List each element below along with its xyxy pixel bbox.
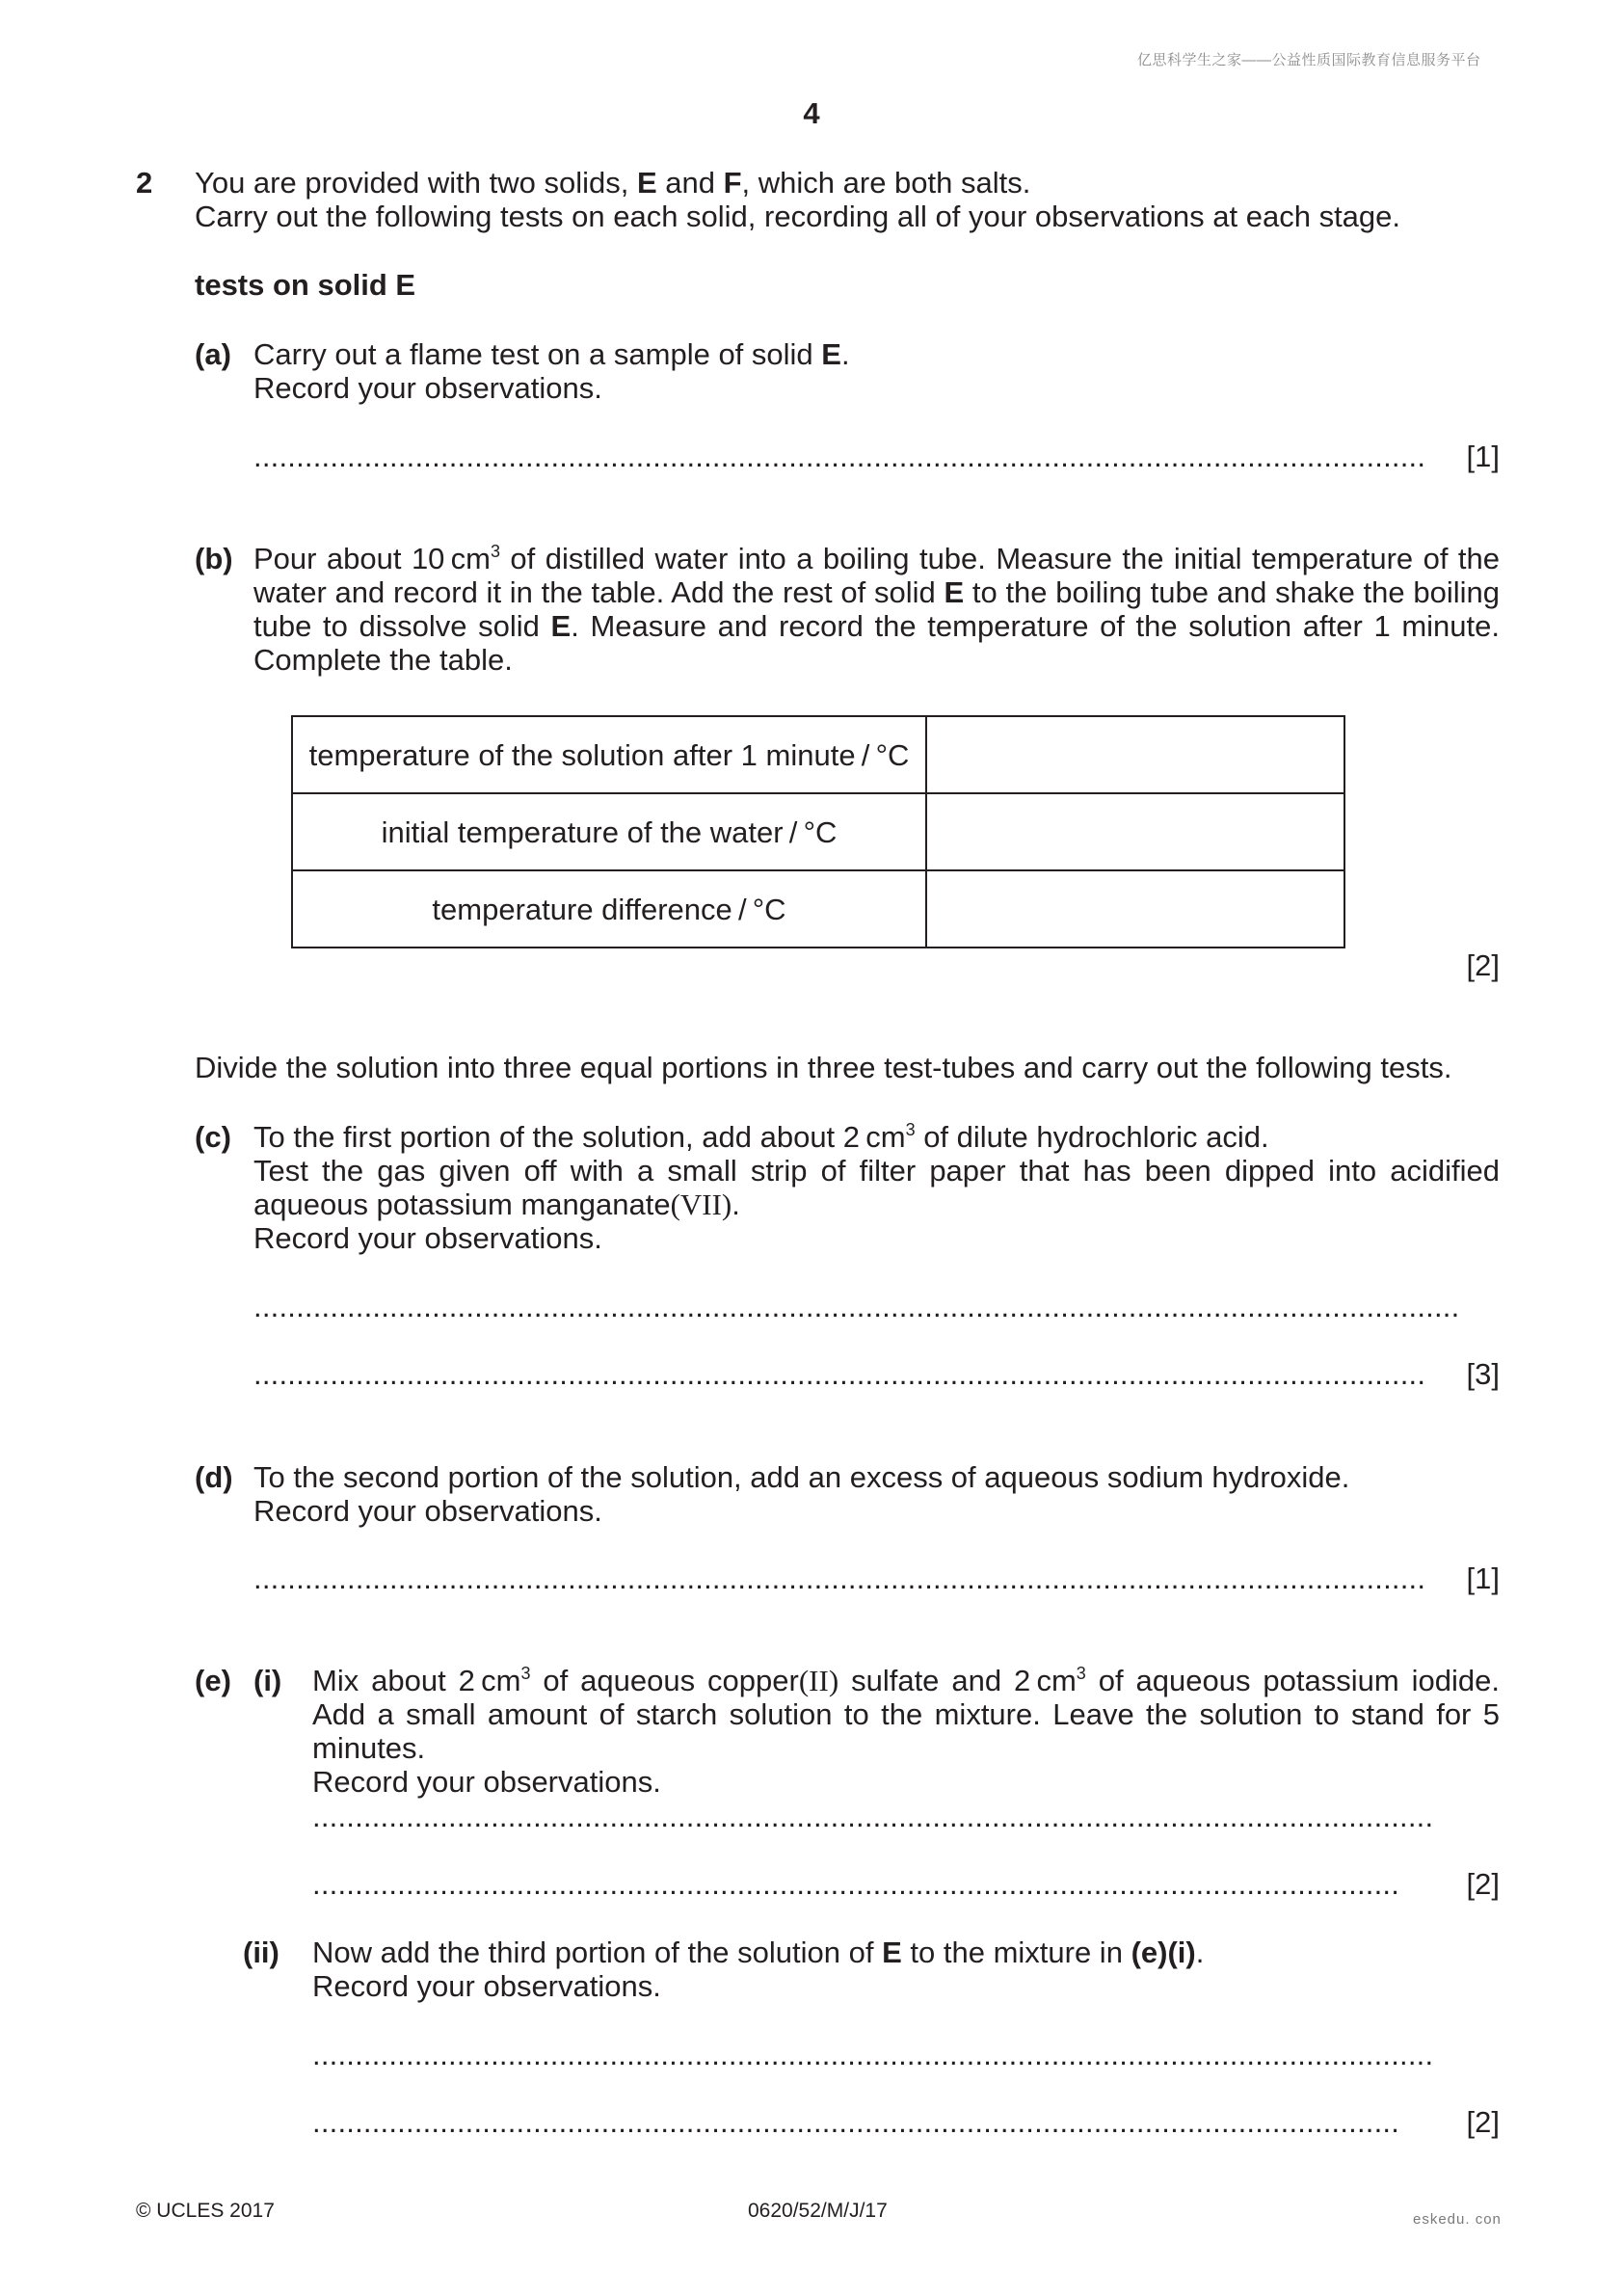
part-d-answer-line[interactable]: .......................................................................................................................................... [253, 1562, 1426, 1595]
table-row-label: temperature difference / °C [292, 870, 926, 948]
divide-instruction: Divide the solution into three equal portions in three test-tubes and carry out the following tests. [195, 1051, 1452, 1084]
part-e-ii-label: (ii) [243, 1936, 279, 1969]
question-intro-line2: Carry out the following tests on each solid, recording all of your observations at each stage. [195, 200, 1401, 233]
part-c-text: To the first portion of the solution, add about 2 $cm^3$ of dilute hydrochloric acid. Test the gas given off with a small strip of filter paper that has been dipped into acidified aqueous potassium manganate(VII). Record your observations. [253, 1120, 1500, 1255]
footer-paper-code: 0620/52/M/J/17 [748, 2200, 888, 2222]
part-a-text: Carry out a flame test on a sample of solid E. Record your observations. [253, 337, 850, 405]
part-b-label: (b) [195, 542, 233, 575]
part-c-mark: [3] [1466, 1357, 1500, 1391]
table-answer-cell[interactable] [926, 716, 1344, 793]
header-watermark: 亿思科学生之家——公益性质国际教育信息服务平台 [1137, 52, 1481, 68]
table-row-label: initial temperature of the water / °C [292, 793, 926, 870]
question-number: 2 [136, 166, 153, 200]
part-c-answer-line-2[interactable]: .......................................................................................................................................... [253, 1357, 1426, 1391]
table-row [292, 793, 1344, 870]
footer-copyright: © UCLES 2017 [136, 2200, 275, 2222]
table-row [292, 716, 1344, 793]
part-e-i-answer-line-2[interactable]: ................................................................................................................................ [312, 1867, 1400, 1901]
part-a-label: (a) [195, 337, 231, 371]
section-heading: tests on solid E [195, 268, 416, 302]
part-e-ii-answer-line-1[interactable]: .................................................................................................................................... [312, 2038, 1434, 2071]
part-b-text: Pour about 10 $cm^3$ of distilled water into a boiling tube. Measure the initial temperature of the water and record it in the table. Add the rest of solid E to the boiling tube and shake the boiling tube to dissolve solid E. Measure and record the temperature of the solution after 1 minute. Complete the table. [253, 542, 1500, 677]
part-d-mark: [1] [1466, 1562, 1500, 1595]
part-e-ii-text: Now add the third portion of the solution of E to the mixture in (e)(i). Record your observations. [312, 1936, 1205, 2003]
part-a-mark: [1] [1466, 440, 1500, 473]
part-c-answer-line-1[interactable]: .............................................................................................................................................. [253, 1290, 1460, 1323]
table-answer-cell[interactable] [926, 793, 1344, 870]
part-e-ii-answer-line-2[interactable]: ................................................................................................................................ [312, 2105, 1400, 2139]
part-e-i-text: Mix about 2 $cm^3$ of aqueous copper(II) sulfate and 2 $cm^3$ of aqueous potassium iodide. Add a small amount of starch solution to the mixture. Leave the solution to stand for 5 minutes. Record your observations. [312, 1664, 1500, 1799]
part-a-answer-line[interactable]: .......................................................................................................................................... [253, 440, 1426, 473]
part-e-label: (e) [195, 1664, 231, 1697]
part-e-i-label: (i) [253, 1664, 282, 1697]
part-e-i-mark: [2] [1466, 1867, 1500, 1901]
part-d-label: (d) [195, 1460, 233, 1494]
page-number: 4 [803, 96, 820, 130]
part-d-text: To the second portion of the solution, add an excess of aqueous sodium hydroxide. Record your observations. [253, 1460, 1350, 1528]
part-b-mark: [2] [1466, 948, 1500, 982]
temperature-table [291, 715, 1345, 948]
part-e-i-answer-line-1[interactable]: .................................................................................................................................... [312, 1800, 1434, 1833]
footer-site-watermark: eskedu. con [1413, 2211, 1502, 2228]
question-intro-line1: You are provided with two solids, E and F, which are both salts. [195, 166, 1031, 200]
part-c-label: (c) [195, 1120, 231, 1154]
part-e-ii-mark: [2] [1466, 2105, 1500, 2139]
table-row [292, 870, 1344, 948]
table-answer-cell[interactable] [926, 870, 1344, 948]
table-row-label: temperature of the solution after 1 minute / °C [292, 716, 926, 793]
